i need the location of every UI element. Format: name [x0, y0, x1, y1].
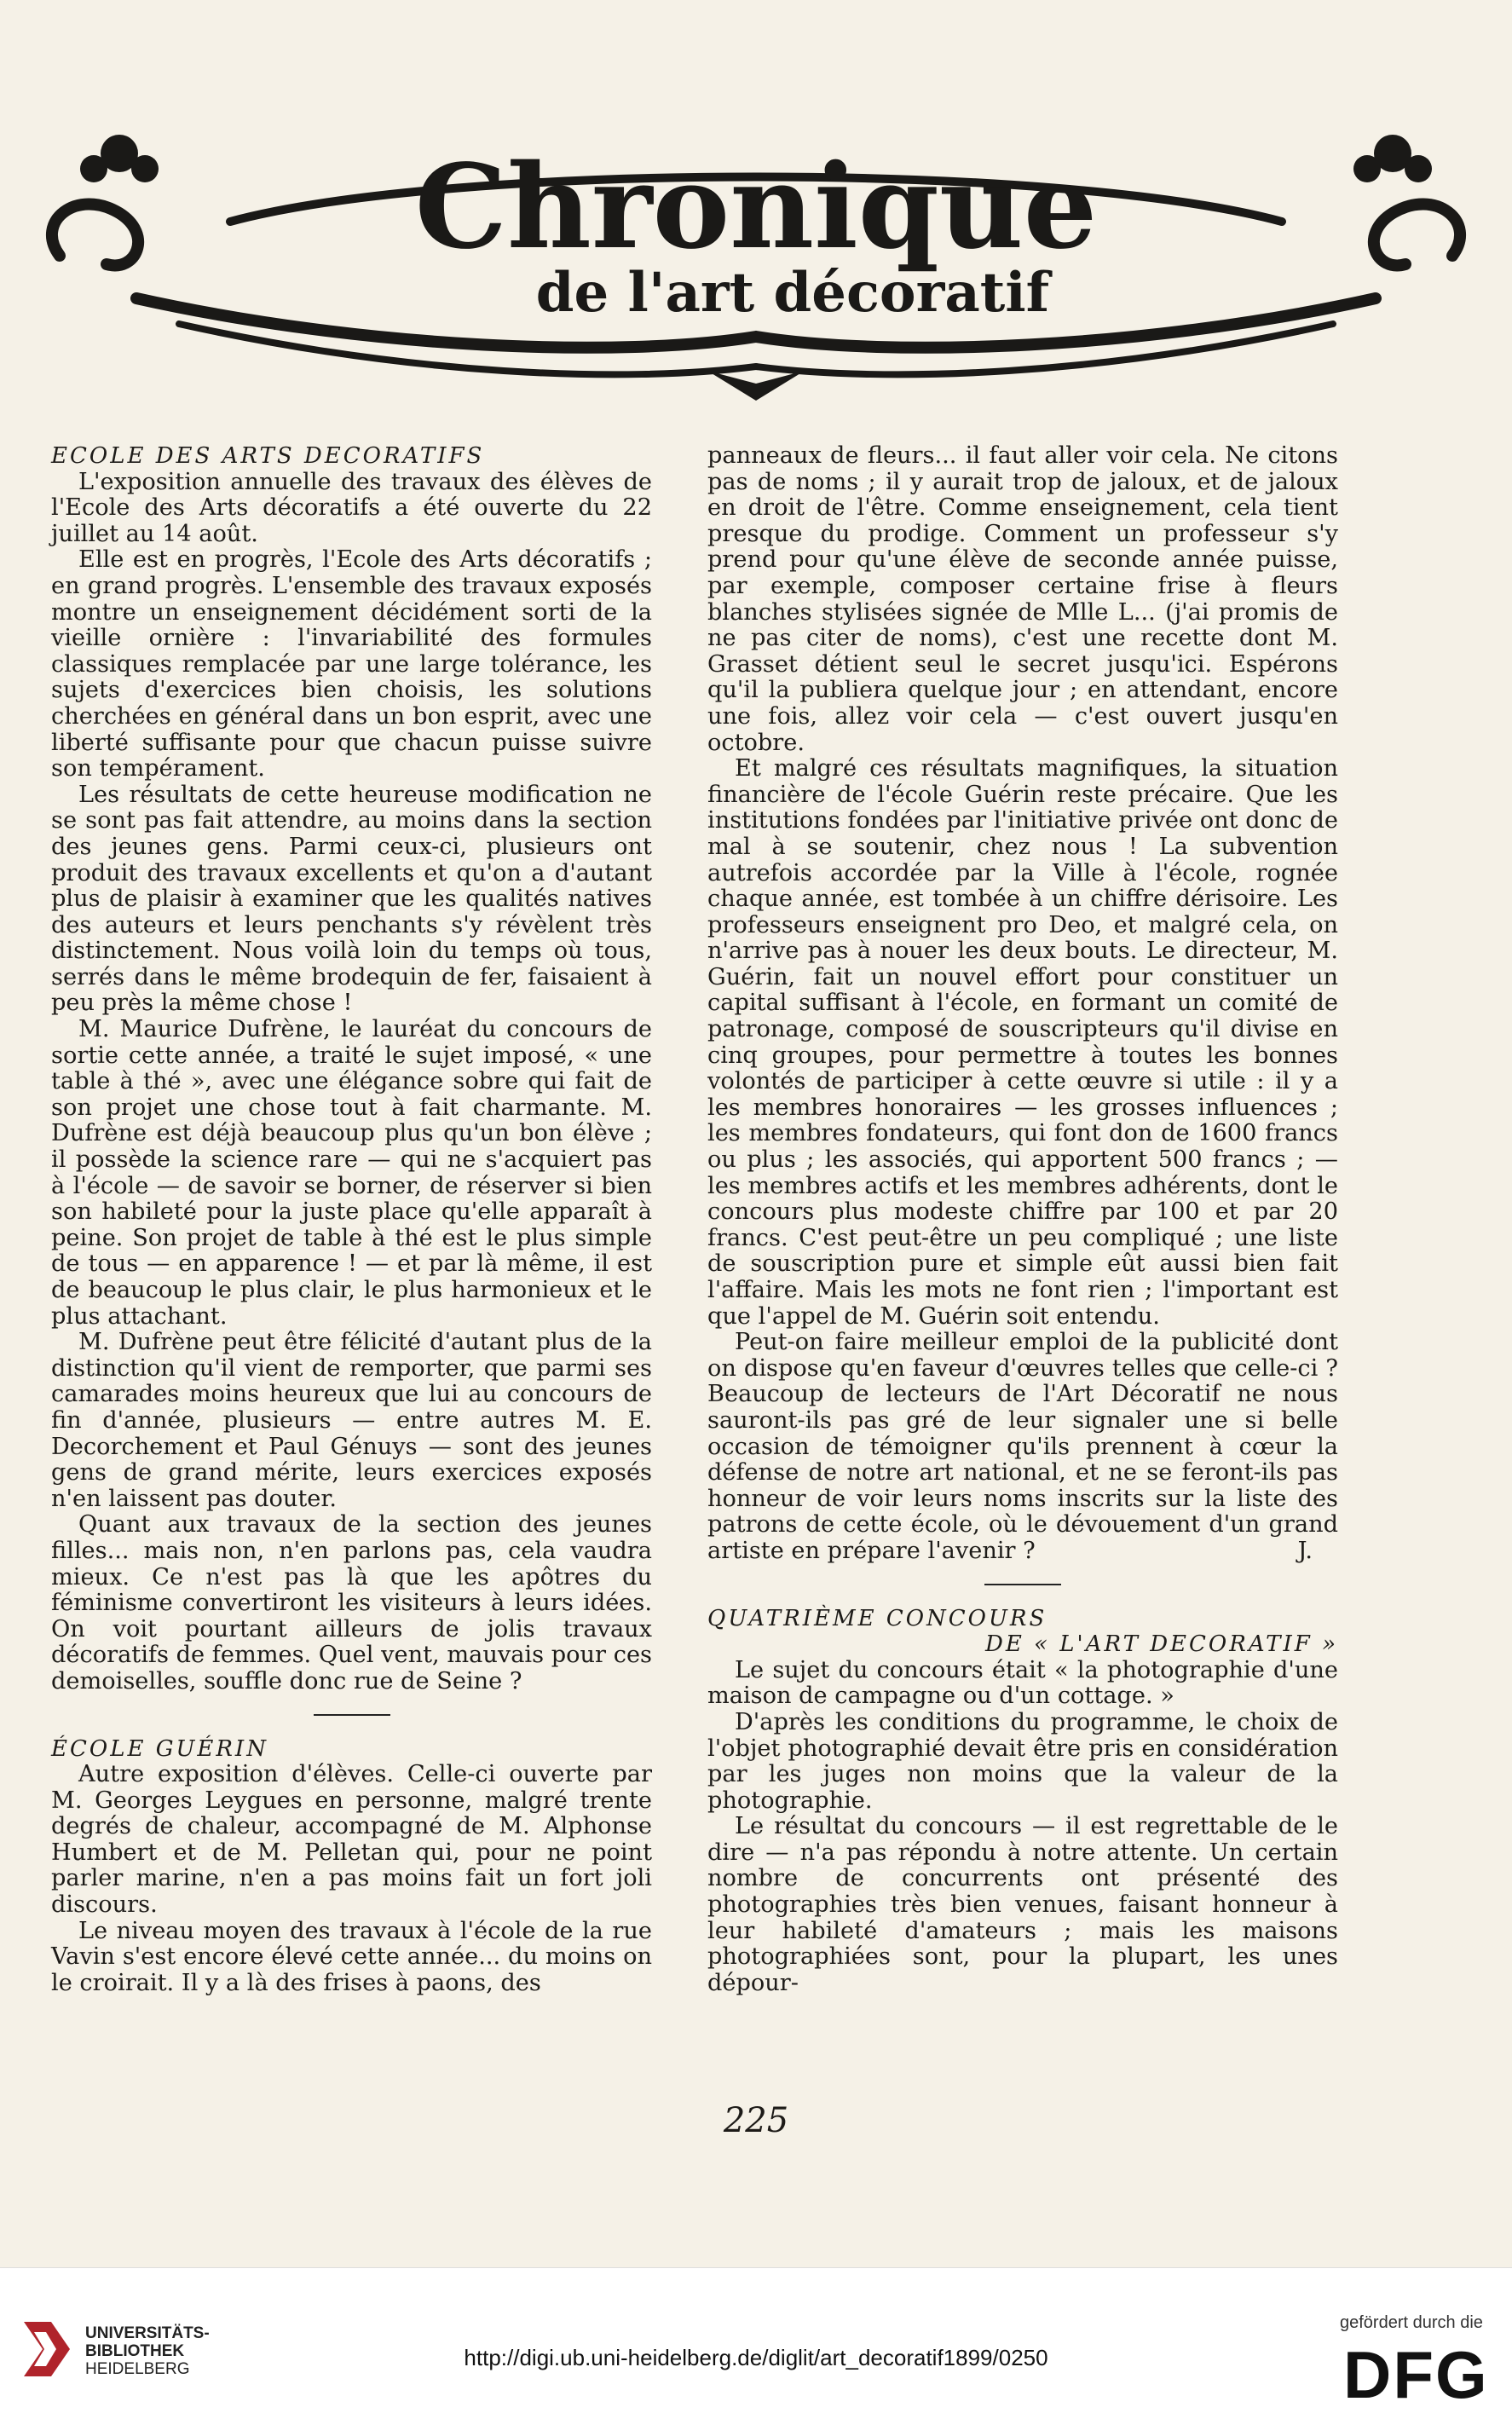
- viewer-footer: [0, 2267, 1512, 2419]
- section-heading-concours: QUATRIÈME CONCOURS: [707, 1605, 1047, 1631]
- section-divider: [984, 1584, 1061, 1585]
- paragraph: Quant aux travaux de la section des jeunes filles... mais non, n'en parlons pas, cela vaudra mieux. Ce n'est pas là que les apôtres du féminisme convertiront les visiteurs à leurs idées. On voit pourtant ailleurs de jolis travaux décoratifs de femmes. Quel vent, mauvais pour ces demoiselles, souffle donc rue de Seine ?: [51, 1511, 652, 1694]
- paragraph: Elle est en progrès, l'Ecole des Arts décoratifs ; en grand progrès. L'ensemble des travaux exposés montre un enseignement décidément sorti de la vieille ornière : l'invariabilité des formules classiques remplacée par une large tolérance, les sujets d'exercices bien choisis, les solutions cherchées en général dans un bon esprit, avec une liberté suffisante pour que chacun puisse suivre son tempérament.: [51, 546, 652, 782]
- paragraph: Autre exposition d'élèves. Celle-ci ouverte par M. Georges Leygues en personne, malgré trente degrés de chaleur, accompagné de M. Alphonse Humbert et de M. Pelletan qui, pour ne point parler marine, n'en a pas moins fait un fort joli discours.: [51, 1761, 652, 1919]
- paragraph: panneaux de fleurs... il faut aller voir cela. Ne citons pas de noms ; il y aurait trop de jaloux, et de jaloux en droit de l'être. Comme enseignement, cela tient presque du prodige. Comment un professeur s'y prend pour qu'une élève de seconde année puisse, par exemple, composer certaine frise à fleurs blanches stylisées signée de Mlle L... (j'ai promis de ne pas citer de noms), c'est une recette dont M. Grasset détient seul le secret jusqu'ici. Espérons qu'il la publiera quelque jour ; en attendant, encore une fois, allez voir cela — c'est ouvert jusqu'en octobre.: [707, 442, 1338, 756]
- paragraph: M. Dufrène peut être félicité d'autant plus de la distinction qu'il vient de remporter, que parmi ses camarades moins heureux que lui au concours de fin d'année, plusieurs — entre autres M. E. Decorchement et Paul Génuys — sont des jeunes gens de grand mérite, leurs exercices exposés n'en laissent pas douter.: [51, 1329, 652, 1512]
- permalink-url[interactable]: http://digi.ub.uni-heidelberg.de/diglit/art_decoratif1899/0250: [464, 2345, 1048, 2370]
- banner-subtitle: de l'art décoratif: [535, 261, 1050, 325]
- paragraph: D'après les conditions du programme, le choix de l'objet photographié devait être pris en considération par les juges non moins que la valeur de la photographie.: [707, 1708, 1338, 1814]
- banner-title: Chronique: [414, 139, 1098, 275]
- chronique-banner: [26, 128, 1486, 409]
- left-column: [51, 443, 652, 1996]
- paragraph: Les résultats de cette heureuse modification ne se sont pas fait attendre, au moins dans la section des jeunes gens. Parmi ceux-ci, plusieurs ont produit des travaux excellents et qu'on a d'autant plus de plaisir à examiner que les qualités natives des auteurs et leurs penchants s'y révèlent très distinctement. Nous voilà loin du temps où tous, serrés dans le même brodequin de fer, faisaient à peu près la même chose !: [51, 781, 652, 1017]
- author-signature: J.: [1297, 1537, 1313, 1564]
- right-swirl-ornament: [1374, 205, 1460, 266]
- section-heading-ecole-guerin: ÉCOLE GUÉRIN: [51, 1735, 268, 1762]
- library-name-line: UNIVERSITÄTS-: [85, 2324, 210, 2342]
- library-name-line: HEIDELBERG: [85, 2360, 190, 2378]
- paragraph: M. Maurice Dufrène, le lauréat du concours de sortie cette année, a traité le sujet imposé, « une table à thé », avec une élégance sobre qui fait de son projet une chose tout à fait charmante. M. Dufrène est déjà beaucoup plus qu'un bon élève ; il possède la science rare — qui ne s'acquiert pas à l'école — de savoir se borner, de réserver si bien son habileté pour la juste place qu'elle apparaît à peine. Son projet de table à thé est le plus simple de tous — en apparence ! — et par là même, il est de beaucoup le plus clair, le plus harmonieux et le plus attachant.: [51, 1016, 652, 1330]
- section-heading-concours-line2: DE « L'ART DECORATIF »: [985, 1631, 1338, 1658]
- section-divider: [314, 1714, 390, 1716]
- paragraph: L'exposition annuelle des travaux des élèves de l'Ecole des Arts décoratifs a été ouverte du 22 juillet au 14 août.: [51, 468, 652, 547]
- paragraph: [707, 1330, 1338, 1564]
- paragraph: Le sujet du concours était « la photographie d'une maison de campagne ou d'un cottage. »: [707, 1656, 1338, 1710]
- bottom-leaf-ornament: [707, 371, 805, 401]
- dfg-logo[interactable]: DFG: [1343, 2337, 1489, 2412]
- page-number: 225: [723, 2101, 789, 2140]
- paragraph-text: Peut-on faire meilleur emploi de la publicité dont on dispose qu'en faveur d'œuvres telles que celle-ci ? Beaucoup de lecteurs de l'Art Décoratif ne nous sauront-ils pas gré de leur signaler une si belle occasion de témoigner qu'ils prennent à cœur la défense de notre art national, et ne se feront-ils pas honneur de voir leurs noms inscrits sur la liste des patrons de cette école, où le dévouement d'un grand artiste en prépare l'avenir ?: [707, 1329, 1338, 1564]
- left-swirl-ornament: [52, 205, 138, 266]
- section-heading-arts-decoratifs: ECOLE DES ARTS DECORATIFS: [51, 443, 485, 469]
- right-column: [707, 443, 1338, 1996]
- paragraph: Le résultat du concours — il est regrettable de le dire — n'a pas répondu à notre attente. Un certain nombre de concurrents ont présenté des photographies très bien venues, faisant honneur à leur habileté d'amateurs ; mais les maisons photographiées sont, pour la plupart, les unes dépour-: [707, 1813, 1338, 1996]
- paragraph: Et malgré ces résultats magnifiques, la situation financière de l'école Guérin reste précaire. Que les institutions fondées par l'initiative privée ont donc de mal à se soutenir, chez nous ! La subvention autrefois accordée par la Ville à l'école, rognée chaque année, est tombée à un chiffre dérisoire. Les professeurs enseignent pro Deo, et malgré cela, on n'arrive pas à nouer les deux bouts. Le directeur, M. Guérin, fait un nouvel effort pour constituer un capital suffisant à l'école, en formant un comité de patronage, composé de souscripteurs qu'il divise en cinq groupes, pour permettre à toutes les bonnes volontés de participer à cette œuvre si utile : il y a les membres honoraires — les grosses influences ; les membres fondateurs, qui font don de 1600 francs ou plus ; les associés, qui apportent 500 francs ; — les membres actifs et les membres adhérents, dont le concours plus modeste chiffre par 100 et par 20 francs. C'est peut-être un peu compliqué ; une liste de souscription pure et simple eût aussi bien fait l'affaire. Mais les mots ne font rien ; l'important est que l'appel de M. Guérin soit entendu.: [707, 755, 1338, 1330]
- funding-label: gefördert durch die: [1340, 2313, 1483, 2332]
- paragraph: Le niveau moyen des travaux à l'école de la rue Vavin s'est encore élevé cette année... du moins on le croirait. Il y a là des frises à paons, des: [51, 1917, 652, 1996]
- library-name-line: BIBLIOTHEK: [85, 2342, 185, 2360]
